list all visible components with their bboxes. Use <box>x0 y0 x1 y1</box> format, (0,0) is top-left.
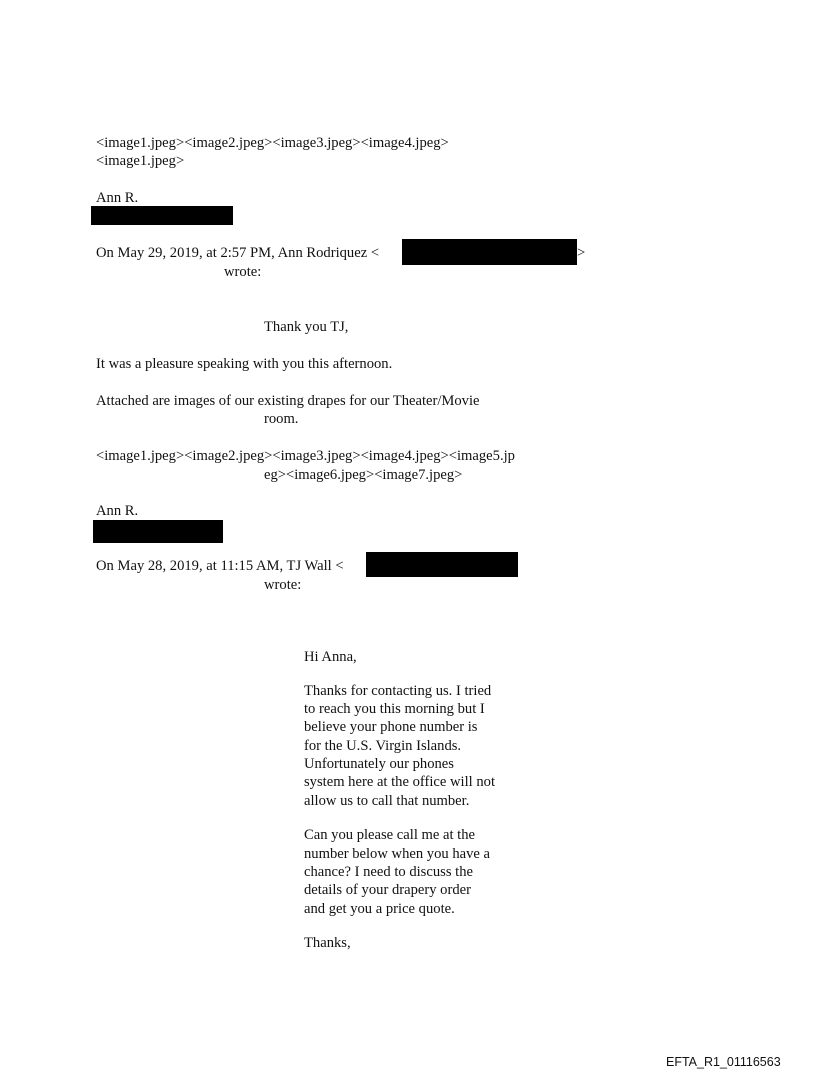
message-paragraph-line: to reach you this morning but I <box>304 701 485 717</box>
message-paragraph-line: Unfortunately our phones <box>304 756 454 772</box>
signature-name: Ann R. <box>96 503 139 519</box>
reply-header: On May 29, 2019, at 2:57 PM, Ann Rodriquez < <box>96 245 380 261</box>
message-greeting: Thank you TJ, <box>264 319 349 335</box>
attachment-list-line: eg><image6.jpeg><image7.jpeg> <box>264 467 463 483</box>
document-id-footer: EFTA_R1_01116563 <box>666 1055 781 1069</box>
message-greeting: Hi Anna, <box>304 649 357 665</box>
reply-header-suffix: > <box>577 245 586 261</box>
message-paragraph-line: details of your drapery order <box>304 882 471 898</box>
message-paragraph-line: believe your phone number is <box>304 719 478 735</box>
attachment-list-line: <image1.jpeg><image2.jpeg><image3.jpeg><image4.jpeg> <box>96 135 449 151</box>
message-paragraph-line: Thanks for contacting us. I tried <box>304 683 492 699</box>
message-paragraph: It was a pleasure speaking with you this afternoon. <box>96 356 393 372</box>
message-paragraph-line: allow us to call that number. <box>304 793 470 809</box>
message-closing: Thanks, <box>304 935 351 951</box>
message-paragraph-line: number below when you have a <box>304 846 491 862</box>
message-paragraph-line: chance? I need to discuss the <box>304 864 473 880</box>
message-paragraph-line: and get you a price quote. <box>304 901 455 917</box>
message-paragraph-line: Can you please call me at the <box>304 827 476 843</box>
message-paragraph-line: for the U.S. Virgin Islands. <box>304 738 462 754</box>
redaction-box <box>91 206 233 225</box>
message-paragraph-line: system here at the office will not <box>304 774 496 790</box>
attachment-list-line: <image1.jpeg> <box>96 153 185 169</box>
message-paragraph: room. <box>264 411 299 427</box>
redaction-box <box>93 520 223 543</box>
reply-header-wrote: wrote: <box>264 577 302 593</box>
redaction-box <box>402 239 577 265</box>
reply-header: On May 28, 2019, at 11:15 AM, TJ Wall < <box>96 558 344 574</box>
message-paragraph: Attached are images of our existing drapes for our Theater/Movie <box>96 393 480 409</box>
signature-name: Ann R. <box>96 190 139 206</box>
attachment-list-line: <image1.jpeg><image2.jpeg><image3.jpeg><image4.jpeg><image5.jp <box>96 448 515 464</box>
redaction-box <box>366 552 518 577</box>
reply-header-wrote: wrote: <box>224 264 262 280</box>
